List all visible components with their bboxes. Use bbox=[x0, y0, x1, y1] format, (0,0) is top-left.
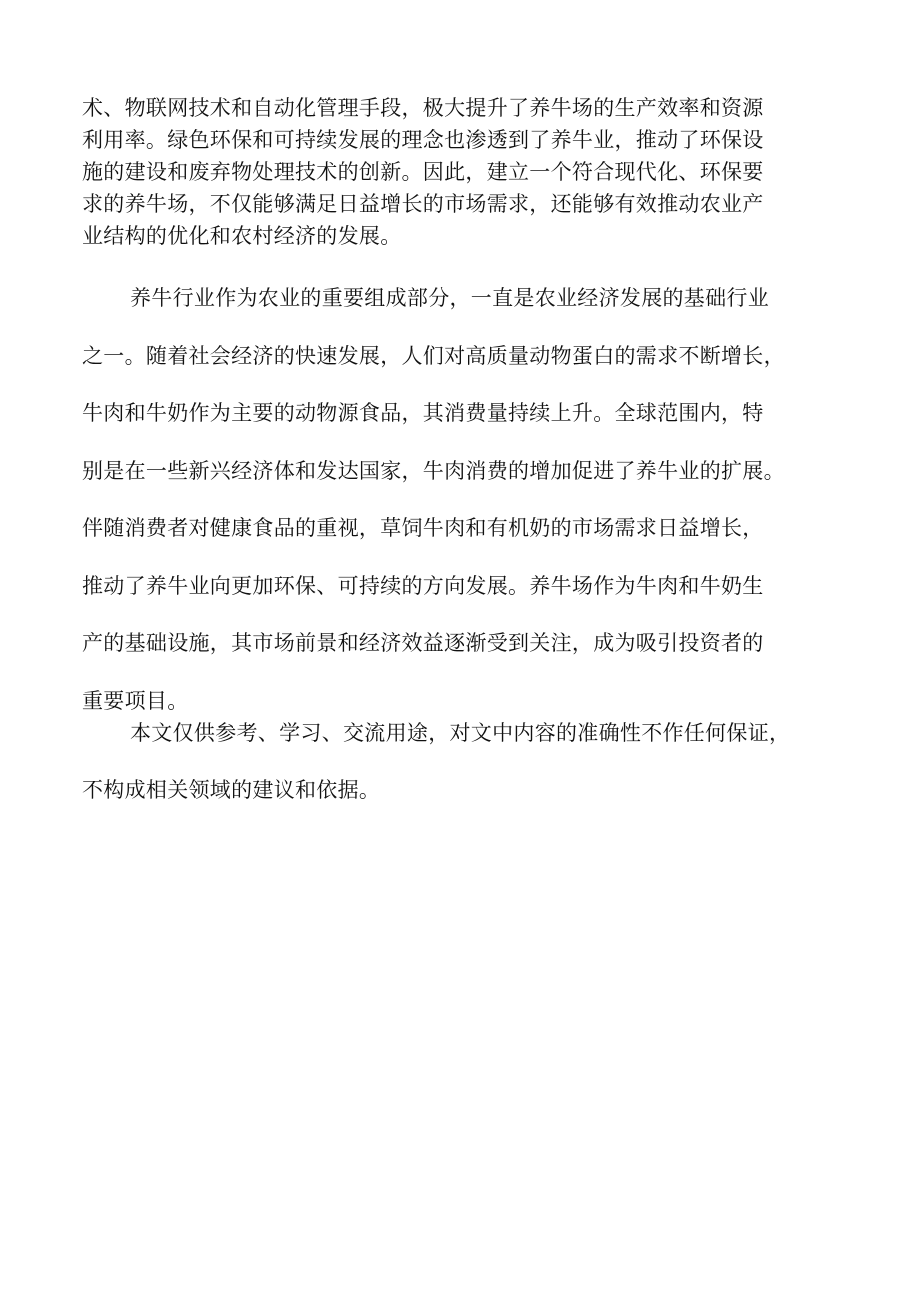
paragraph-2 bbox=[82, 270, 842, 730]
paragraph-line: 业结构的优化和农村经济的发展。 bbox=[82, 224, 402, 248]
paragraph-line: 术、物联网技术和自动化管理手段，极大提升了养牛场的生产效率和资源 bbox=[82, 96, 764, 120]
paragraph-line: 伴随消费者对健康食品的重视，草饲牛肉和有机奶的市场需求日益增长， bbox=[82, 516, 764, 540]
paragraph-line: 本文仅供参考、学习、交流用途，对文中内容的准确性不作任何保证， bbox=[130, 721, 791, 745]
paragraph-line: 施的建设和废弃物处理技术的创新。因此，建立一个符合现代化、环保要 bbox=[82, 160, 764, 184]
paragraph-line: 重要项目。 bbox=[82, 688, 189, 713]
paragraph-line: 求的养牛场，不仅能够满足日益增长的市场需求，还能够有效推动农业产 bbox=[82, 192, 764, 216]
paragraph-line: 牛肉和牛奶作为主要的动物源食品，其消费量持续上升。全球范围内，特 bbox=[82, 401, 764, 425]
paragraph-line: 别是在一些新兴经济体和发达国家，牛肉消费的增加促进了养牛业的扩展。 bbox=[82, 458, 785, 483]
paragraph-line: 产的基础设施，其市场前景和经济效益逐渐受到关注，成为吸引投资者的 bbox=[82, 631, 764, 655]
paragraph-line: 不构成相关领域的建议和依据。 bbox=[82, 778, 381, 802]
paragraph-line: 推动了养牛业向更加环保、可持续的方向发展。养牛场作为牛肉和牛奶生 bbox=[82, 573, 764, 598]
paragraph-line: 利用率。绿色环保和可持续发展的理念也渗透到了养牛业，推动了环保设 bbox=[82, 128, 764, 152]
disclaimer-paragraph bbox=[82, 705, 842, 819]
paragraph-line: 养牛行业作为农业的重要组成部分，一直是农业经济发展的基础行业 bbox=[130, 286, 769, 310]
paragraph-line: 之一。随着社会经济的快速发展，人们对高质量动物蛋白的需求不断增长， bbox=[82, 343, 785, 368]
paragraph-1 bbox=[82, 92, 842, 252]
